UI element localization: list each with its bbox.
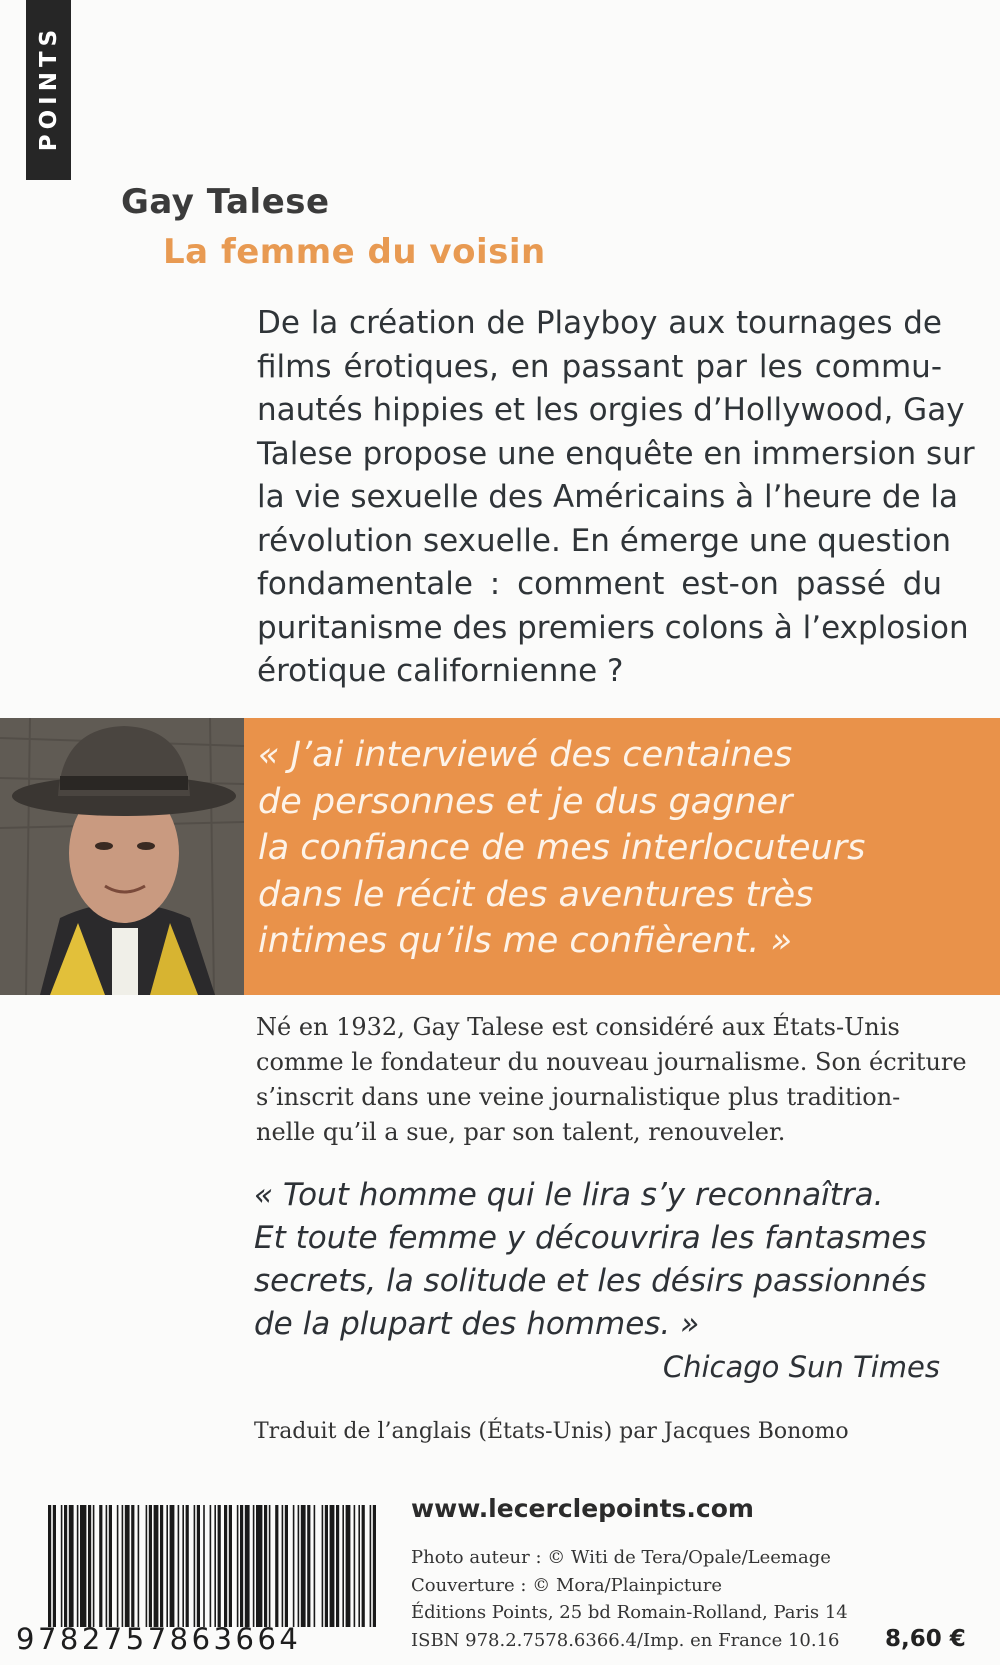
bio-line: comme le fondateur du nouveau journalisme. Son écriture [256, 1048, 967, 1076]
publisher-website: www.lecerclepoints.com [411, 1494, 754, 1523]
barcode-bar [218, 1505, 221, 1627]
barcode-bar [146, 1505, 148, 1627]
credit-line: ISBN 978.2.7578.6366.4/Imp. en France 10.16 [411, 1629, 840, 1651]
barcode-bar [61, 1505, 63, 1627]
summary-line: Talese propose une enquête en immersion sur [257, 435, 975, 472]
barcode-bar [342, 1505, 344, 1627]
credits-block [411, 1544, 848, 1654]
quote-band [0, 718, 1000, 995]
credit-line: Photo auteur : © Witi de Tera/Opale/Leemage [411, 1547, 831, 1568]
barcode-bar [154, 1505, 159, 1627]
barcode-bar [131, 1505, 134, 1627]
author-quote-line: la confiance de mes interlocuteurs [258, 828, 866, 868]
barcode-bar [203, 1505, 205, 1627]
press-quote-line: de la plupart des hommes. » [254, 1306, 700, 1342]
barcode-bar [358, 1505, 360, 1627]
barcode-bar [314, 1505, 316, 1627]
summary-line: fondamentale : comment est-on passé du [257, 566, 942, 602]
summary-line: films érotiques, en passant par les commu- [257, 348, 942, 385]
press-quote-line: secrets, la solitude et les désirs passionnés [254, 1263, 927, 1299]
barcode-bar [93, 1505, 95, 1627]
barcode-bar [138, 1505, 140, 1627]
barcode-bar [370, 1505, 372, 1627]
barcode-bar [99, 1505, 102, 1627]
barcode-bar [80, 1505, 86, 1627]
points-logo-text: POINTS [35, 24, 62, 152]
barcode-bar [307, 1505, 310, 1627]
author-quote-line: intimes qu’ils me confièrent. » [258, 921, 793, 961]
barcode-bar [109, 1505, 112, 1627]
translator-credit: Traduit de l’anglais (États-Unis) par Jacques Bonomo [254, 1419, 849, 1444]
barcode-bar [149, 1505, 152, 1627]
barcode-bar [182, 1505, 184, 1627]
barcode-bar [362, 1505, 365, 1627]
barcode-bar [256, 1505, 262, 1627]
author-portrait-illustration [0, 718, 244, 995]
barcode-bar [166, 1505, 168, 1627]
summary-text [257, 302, 975, 694]
author-quote-line: « J’ai interviewé des centaines [258, 735, 793, 775]
barcode-bar [346, 1505, 351, 1627]
author-bio [256, 1010, 967, 1150]
author-quote [258, 732, 978, 965]
barcode-bar [214, 1505, 216, 1627]
barcode-bar [293, 1505, 295, 1627]
barcode-bar [336, 1505, 339, 1627]
summary-line: nautés hippies et les orgies d’Hollywood, Gay [257, 392, 965, 428]
press-quote-line: « Tout homme qui le lira s’y reconnaîtra. [254, 1177, 884, 1213]
points-logo [26, 0, 71, 180]
barcode-bar [48, 1505, 51, 1627]
credit-line: Éditions Points, 25 bd Romain-Rolland, Paris 14 [411, 1602, 848, 1623]
barcode-bar [285, 1505, 288, 1627]
press-quote [254, 1174, 944, 1346]
summary-line: la vie sexuelle des Américains à l’heure de la [257, 479, 959, 515]
barcode-bar [269, 1505, 271, 1627]
barcode-bar [373, 1505, 376, 1627]
bio-line: Né en 1932, Gay Talese est considéré aux États-Unis [256, 1013, 900, 1041]
barcode-bar [178, 1505, 180, 1627]
bio-line: nelle qu’il a sue, par son talent, renouveler. [256, 1118, 786, 1146]
barcode-number: 9782757863664 [16, 1622, 302, 1656]
barcode-bar [210, 1505, 212, 1627]
barcode-bar [88, 1505, 91, 1627]
barcode-bar [170, 1505, 175, 1627]
barcode [44, 1505, 380, 1627]
barcode-bar [229, 1505, 232, 1627]
barcode-bar [298, 1505, 300, 1627]
barcode-bar [240, 1505, 243, 1627]
barcode-bar [69, 1505, 74, 1627]
barcode-bar [301, 1505, 306, 1627]
barcode-bar [325, 1505, 328, 1627]
barcode-bar [282, 1505, 284, 1627]
barcode-bar [122, 1505, 124, 1627]
bio-line: s’inscrit dans une veine journalistique plus tradition- [256, 1083, 901, 1111]
barcode-bar [160, 1505, 163, 1627]
book-title: La femme du voisin [163, 232, 546, 272]
price: 8,60 € [885, 1626, 966, 1652]
barcode-bar [197, 1505, 200, 1627]
barcode-bar [245, 1505, 250, 1627]
author-name: Gay Talese [121, 182, 330, 222]
barcode-bar [264, 1505, 267, 1627]
barcode-bar [224, 1505, 227, 1627]
barcode-bar [354, 1505, 356, 1627]
barcode-bar [106, 1505, 108, 1627]
summary-line: érotique californienne ? [257, 653, 624, 689]
author-photo [0, 718, 244, 995]
barcode-bar [77, 1505, 79, 1627]
press-quote-source: Chicago Sun Times [662, 1350, 940, 1384]
author-quote-line: dans le récit des aventures très [258, 874, 814, 915]
barcode-bar [125, 1505, 130, 1627]
press-quote-line: Et toute femme y découvrira les fantasmes [254, 1220, 927, 1256]
barcode-bar [117, 1505, 119, 1627]
summary-line: révolution sexuelle. En émerge une question [257, 522, 952, 559]
barcode-bar [53, 1505, 56, 1627]
barcode-bar [237, 1505, 239, 1627]
barcode-bar [64, 1505, 67, 1627]
barcode-bar [194, 1505, 196, 1627]
barcode-bar [322, 1505, 324, 1627]
barcode-bar [330, 1505, 335, 1627]
barcode-bar [253, 1505, 255, 1627]
author-quote-line: de personnes et je dus gagner [258, 781, 793, 822]
summary-line: puritanisme des premiers colons à l’explosion [257, 609, 969, 646]
barcode-bar [186, 1505, 189, 1627]
summary-line: De la création de Playboy aux tournages de [257, 305, 942, 341]
credit-line: Couverture : © Mora/Plainpicture [411, 1574, 723, 1596]
barcode-bar [275, 1505, 278, 1627]
